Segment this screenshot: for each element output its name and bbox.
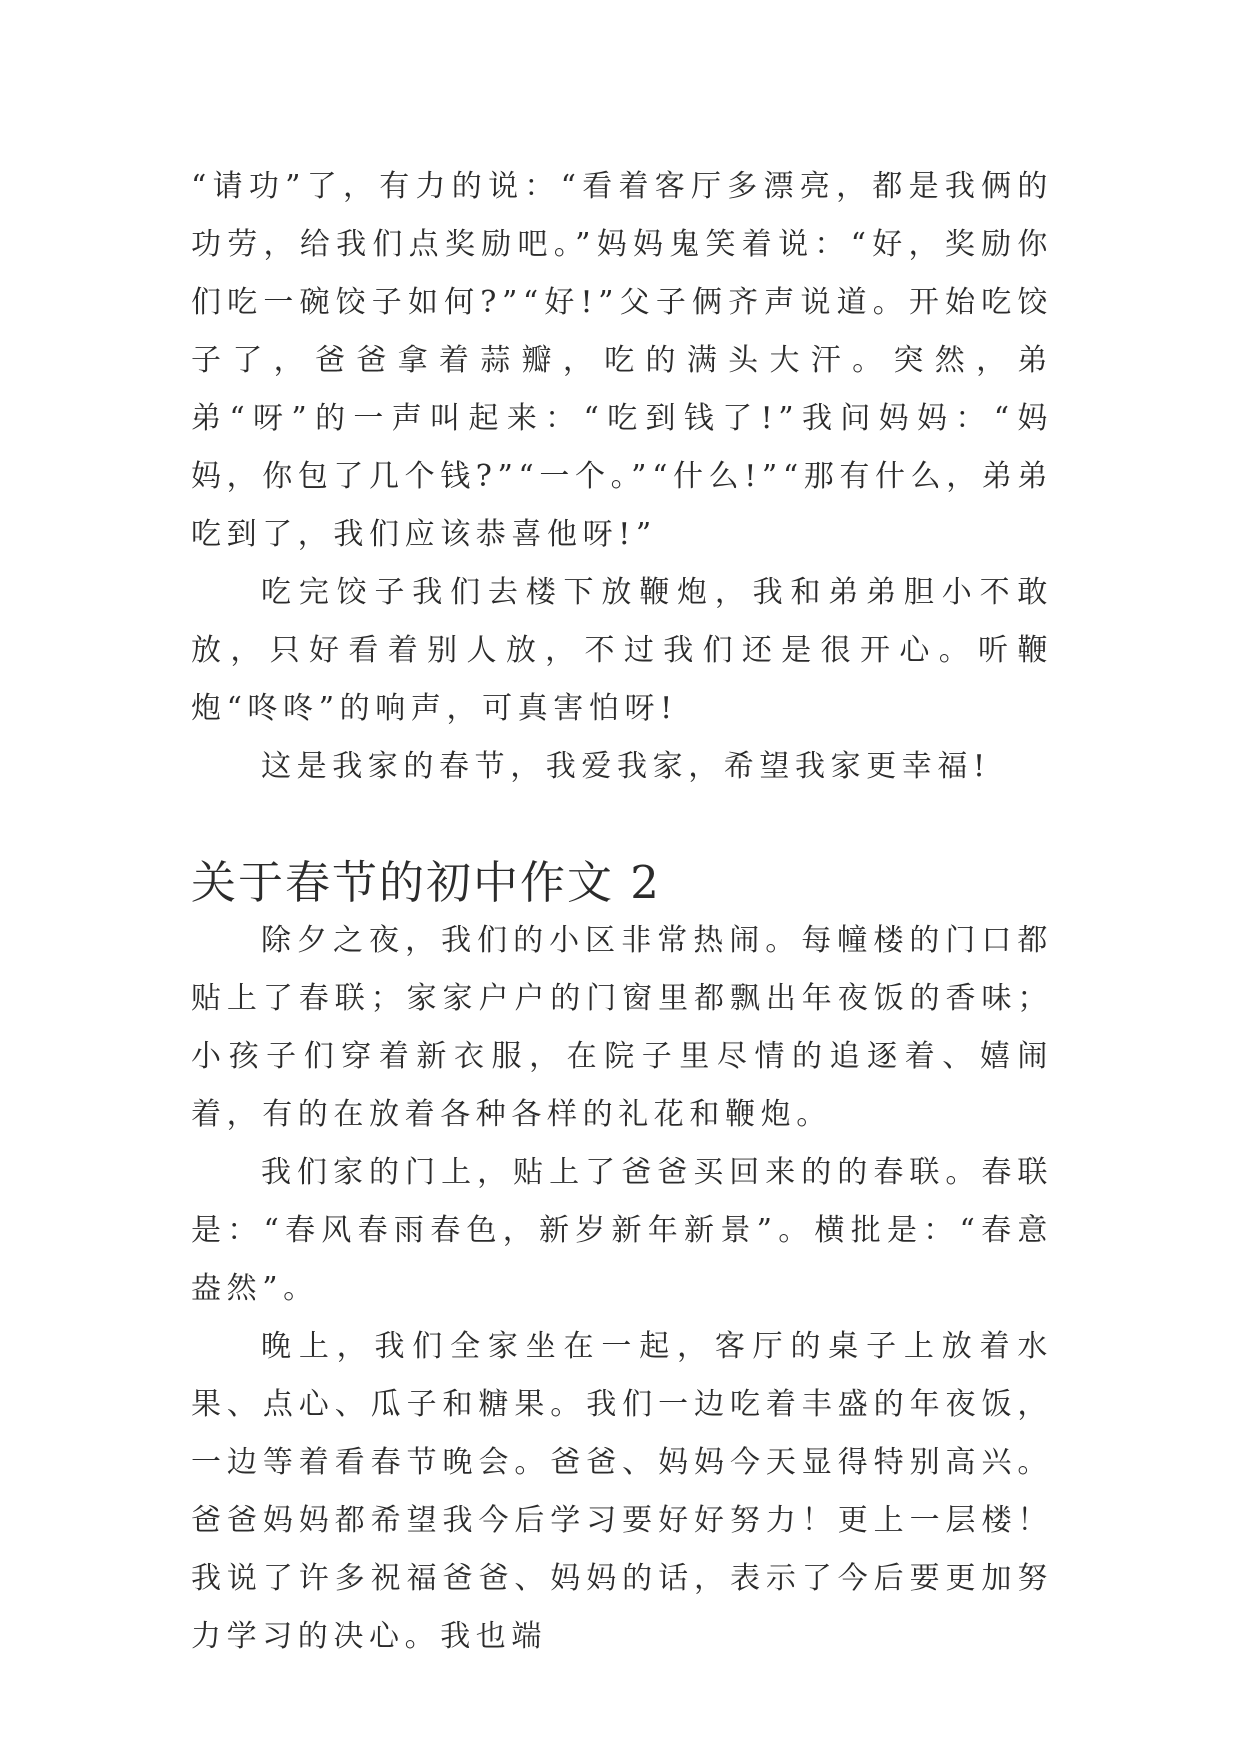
paragraph-conclusion: 这是我家的春节，我爱我家，希望我家更幸福! [261,749,991,784]
paragraph-new-years-eve: 除夕之夜，我们的小区非常热闹。每幢楼的门口都贴上了春联；家家户户的门窗里都飘出年夜饭的香味；小孩子们穿着新衣服，在院子里尽情的追逐着、嬉闹着，有的在放着各种各样的礼花和鞭炮。 [191,923,1053,1132]
paragraph-couplets: 我们家的门上，贴上了爸爸买回来的的春联。春联是：“春风春雨春色，新岁新年新景”。横批是：“春意盎然”。 [191,1155,1053,1306]
paragraph-firecrackers: 吃完饺子我们去楼下放鞭炮，我和弟弟胆小不敢放，只好看着别人放，不过我们还是很开心。听鞭炮“咚咚”的响声，可真害怕呀! [191,575,1053,726]
document-body [191,158,1053,1666]
section-title: 关于春节的初中作文 2 [191,856,661,909]
paragraph-continued: “请功”了，有力的说：“看着客厅多漂亮，都是我俩的功劳，给我们点奖励吧。”妈妈鬼笑着说：“好，奖励你们吃一碗饺子如何?”“好!”父子俩齐声说道。开始吃饺子了，爸爸拿着蒜瓣，吃的满头大汗。突然，弟弟“呀”的一声叫起来：“吃到钱了!”我问妈妈：“妈妈，你包了几个钱?”“一个。”“什么!”“那有什么，弟弟吃到了，我们应该恭喜他呀!” [191,169,1053,552]
paragraph-evening: 晚上，我们全家坐在一起，客厅的桌子上放着水果、点心、瓜子和糖果。我们一边吃着丰盛的年夜饭，一边等着看春节晚会。爸爸、妈妈今天显得特别高兴。爸爸妈妈都希望我今后学习要好好努力！更上一层楼！我说了许多祝福爸爸、妈妈的话，表示了今后要更加努力学习的决心。我也端 [191,1329,1053,1654]
